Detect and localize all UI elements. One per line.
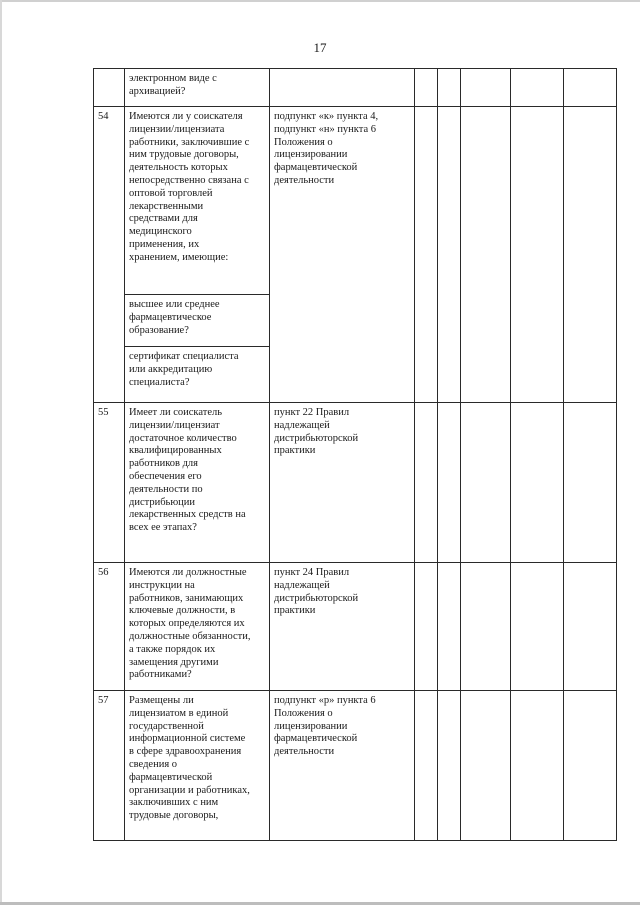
answer-cell bbox=[415, 691, 438, 841]
note-cell bbox=[564, 691, 617, 841]
table-row bbox=[94, 403, 617, 563]
answer-cell bbox=[461, 107, 511, 403]
answer-cell bbox=[415, 107, 438, 403]
answer-cell bbox=[511, 691, 564, 841]
note-cell bbox=[564, 69, 617, 107]
table-row bbox=[94, 563, 617, 691]
row-number: 56 bbox=[94, 563, 125, 691]
page-top-edge bbox=[0, 0, 640, 2]
note-cell bbox=[564, 107, 617, 403]
checklist-table bbox=[93, 68, 617, 841]
answer-cell bbox=[461, 403, 511, 563]
note-cell bbox=[564, 403, 617, 563]
answer-cell bbox=[511, 403, 564, 563]
answer-cell bbox=[461, 691, 511, 841]
answer-cell bbox=[511, 69, 564, 107]
row-number bbox=[94, 69, 125, 107]
answer-cell bbox=[511, 107, 564, 403]
answer-cell bbox=[438, 107, 461, 403]
reference-cell: подпункт «к» пункта 4, подпункт «н» пункта 6 Положения о лицензировании фармацевтической деятельности bbox=[270, 107, 415, 403]
reference-cell bbox=[270, 69, 415, 107]
answer-cell bbox=[415, 403, 438, 563]
question-subitem-cell: сертификат специалиста или аккредитацию специалиста? bbox=[125, 347, 270, 403]
note-cell bbox=[564, 563, 617, 691]
table-row bbox=[94, 107, 617, 295]
table-row bbox=[94, 69, 617, 107]
answer-cell bbox=[415, 563, 438, 691]
question-cell: Имеются ли у соискателя лицензии/лицензиата работники, заключившие с ним трудовые договоры, деятельность которых непосредственно связана с оптовой торговлей лекарственными средствами для медицинского применения, их хранением, имеющие: bbox=[125, 107, 270, 295]
answer-cell bbox=[438, 563, 461, 691]
page-number: 17 bbox=[313, 40, 327, 55]
table-row bbox=[94, 691, 617, 841]
answer-cell bbox=[511, 563, 564, 691]
reference-cell: подпункт «р» пункта 6 Положения о лицензировании фармацевтической деятельности bbox=[270, 691, 415, 841]
reference-cell: пункт 24 Правил надлежащей дистрибьюторской практики bbox=[270, 563, 415, 691]
row-number: 57 bbox=[94, 691, 125, 841]
row-number: 55 bbox=[94, 403, 125, 563]
answer-cell bbox=[438, 691, 461, 841]
question-cell: Имеются ли должностные инструкции на работников, занимающих ключевые должности, в которых определяются их должностные обязанности, а также порядок их замещения другими работниками? bbox=[125, 563, 270, 691]
question-cell: Имеет ли соискатель лицензии/лицензиат достаточное количество квалифицированных работников для обеспечения его деятельности по дистрибьюции лекарственных средств на всех ее этапах? bbox=[125, 403, 270, 563]
question-subitem-cell: высшее или среднее фармацевтическое образование? bbox=[125, 295, 270, 347]
answer-cell bbox=[415, 69, 438, 107]
answer-cell bbox=[461, 69, 511, 107]
row-number: 54 bbox=[94, 107, 125, 403]
question-cell: электронном виде с архивацией? bbox=[125, 69, 270, 107]
answer-cell bbox=[438, 69, 461, 107]
page-left-edge bbox=[0, 0, 2, 905]
answer-cell bbox=[438, 403, 461, 563]
reference-cell: пункт 22 Правил надлежащей дистрибьюторской практики bbox=[270, 403, 415, 563]
answer-cell bbox=[461, 563, 511, 691]
question-cell: Размещены ли лицензиатом в единой государственной информационной системе в сфере здравоохранения сведения о фармацевтической организации и работниках, заключивших с ним трудовые договоры, bbox=[125, 691, 270, 841]
